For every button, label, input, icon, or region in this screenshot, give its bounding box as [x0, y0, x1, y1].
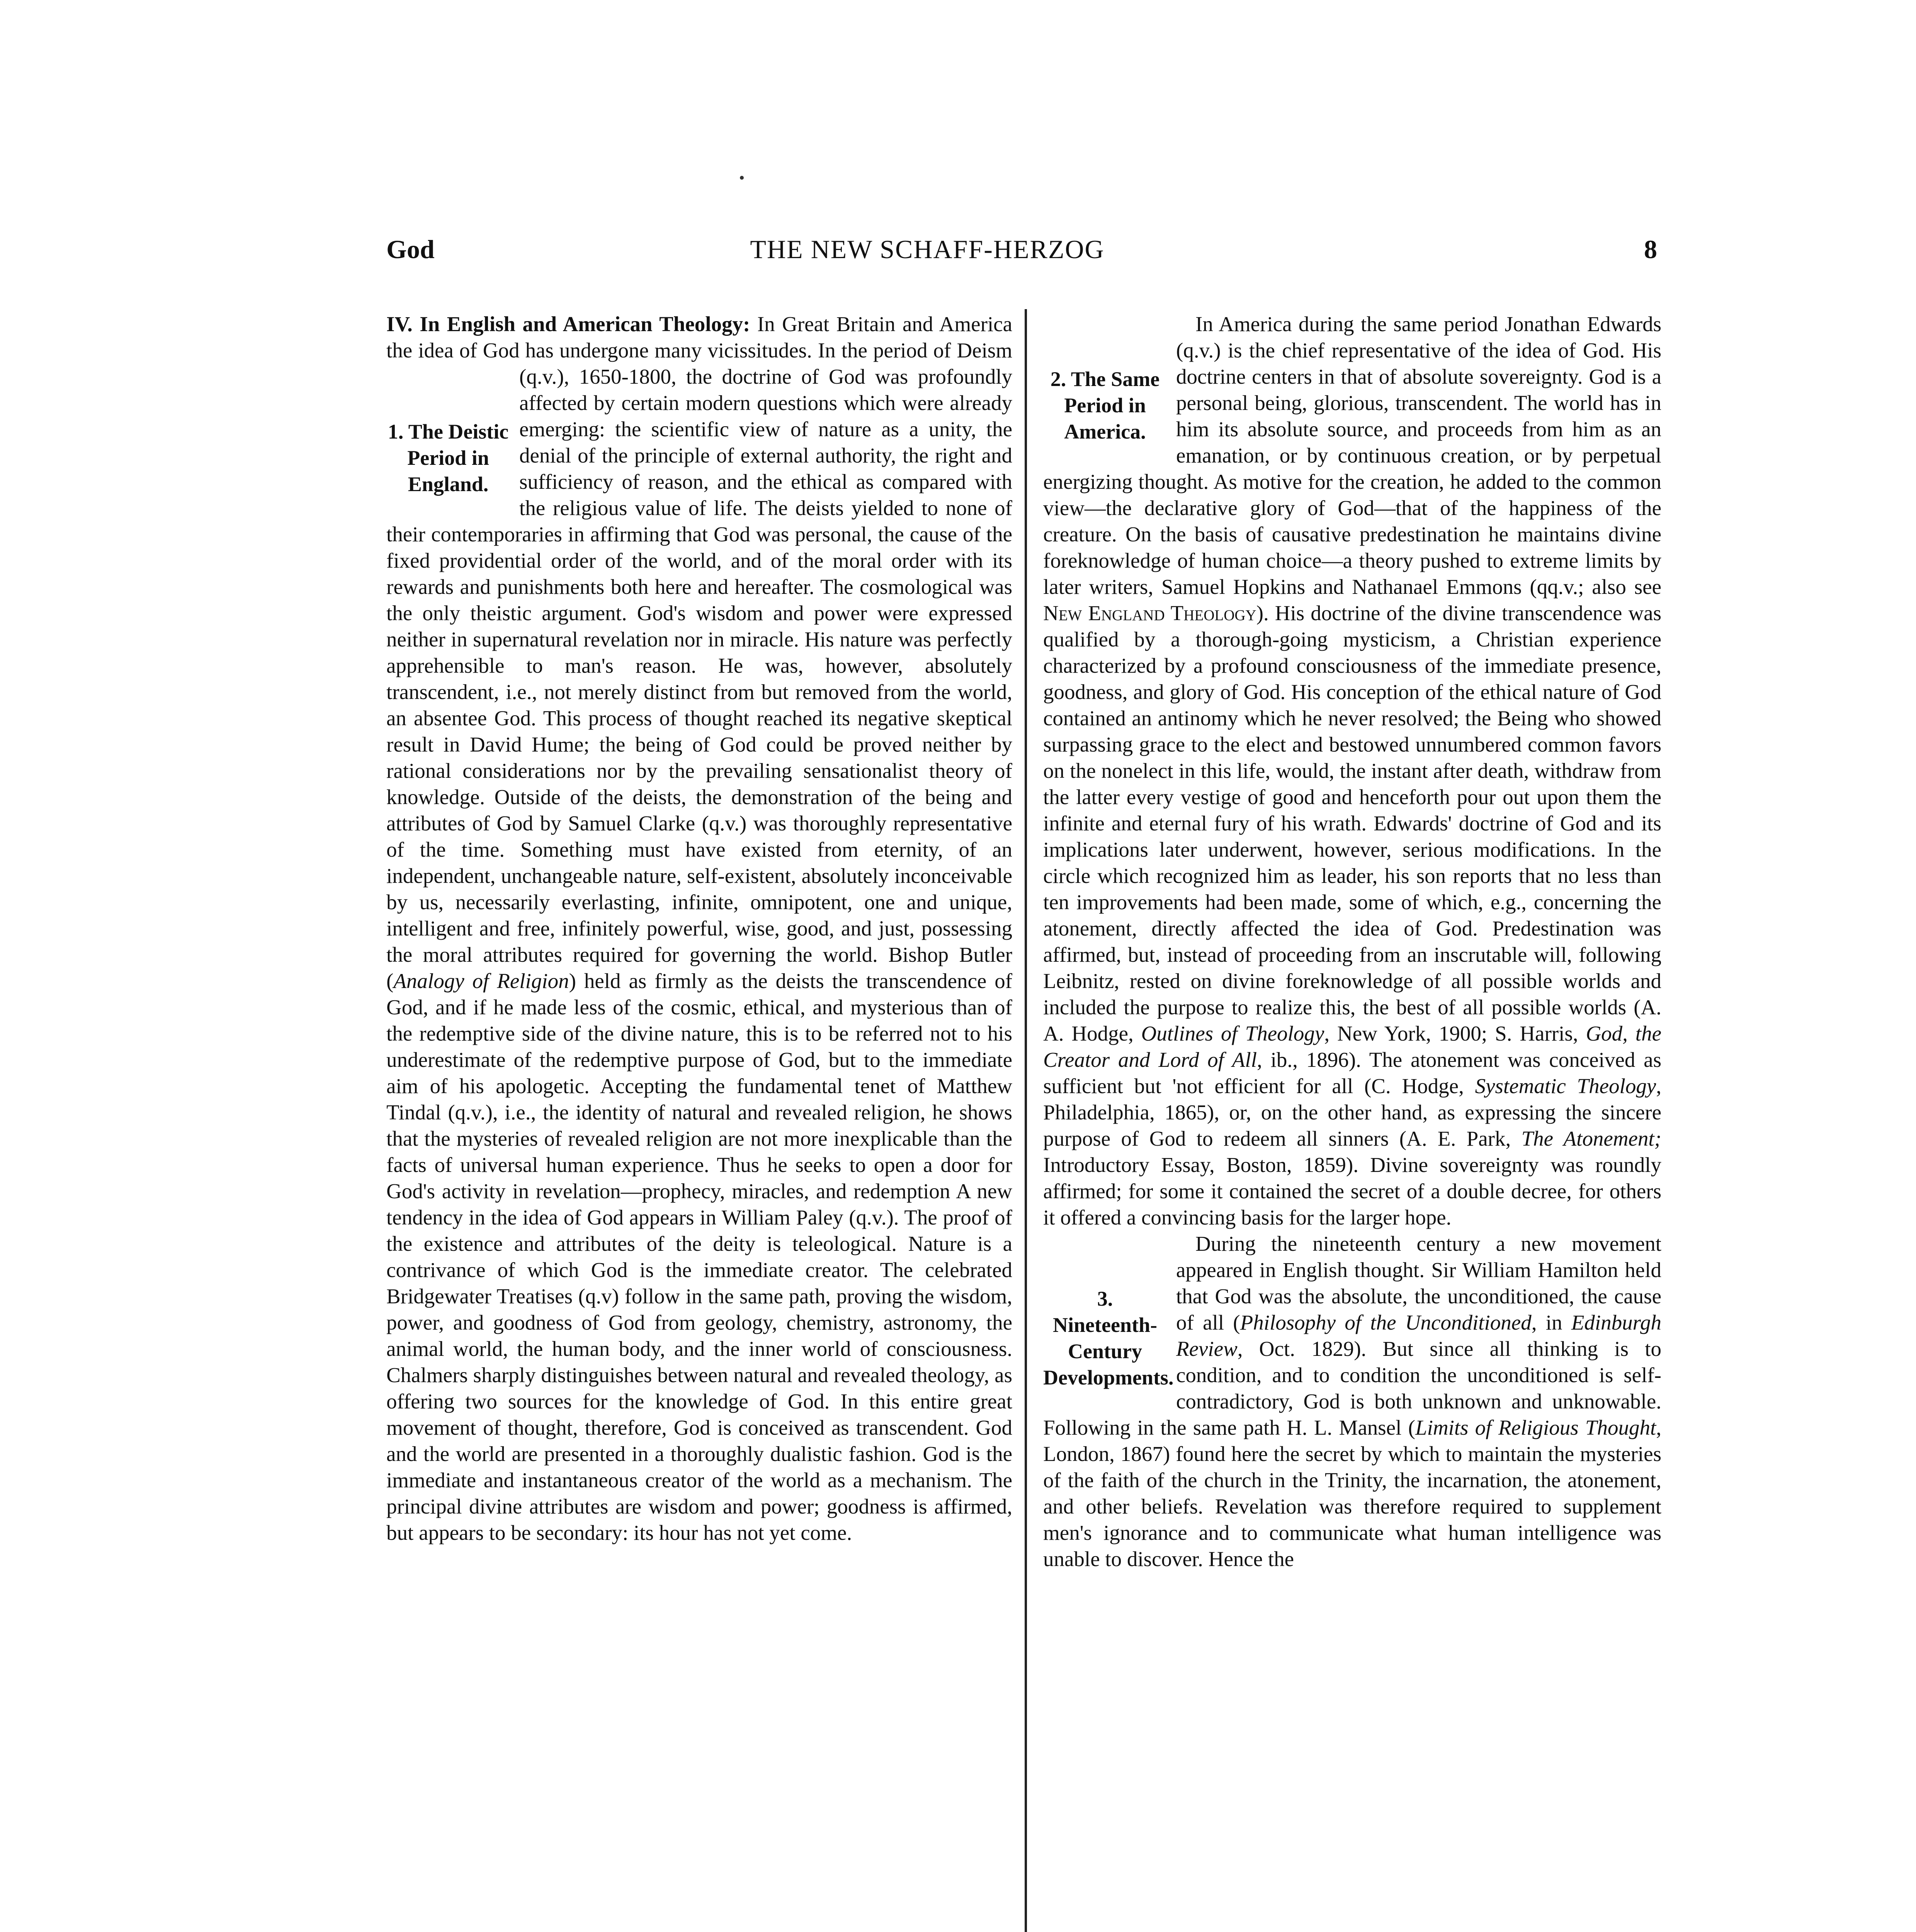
column-divider — [1025, 309, 1027, 1932]
book-title: Philosophy of the Unconditioned — [1240, 1311, 1532, 1334]
cross-reference: New England Theology — [1043, 601, 1256, 625]
journal-title: Edinburgh Review — [1176, 1311, 1661, 1361]
book-title: Analogy of Religion — [393, 969, 569, 993]
page-number: 8 — [1644, 235, 1657, 264]
book-title: Outlines of Theology — [1141, 1022, 1324, 1045]
book-title: Systematic Theology — [1475, 1074, 1656, 1098]
book-title: The Atonement; — [1521, 1127, 1661, 1150]
paragraph-text: In Great Britain and America the idea of God has undergone many vicissitudes. In the period of — [386, 312, 1012, 362]
margin-note-nineteenth-century: 3. Nineteenth-Century Developments. — [1043, 1287, 1174, 1389]
running-head-left: God — [386, 235, 435, 264]
paragraph-text: , London, 1867) found here the secret by which to maintain the mysteries of the faith of the church in the Trinity, the incarnation, the atonement, and other beliefs. Revelation was therefore required to supplement men's ignorance and to communicate what human intelligence was unable to discover. Hence the — [1043, 1416, 1661, 1571]
paragraph-text: , Oct. 1829). But since all thinking is to condition, and to condition the unconditioned is self-contradictory, God is both unknown and unknowable. Following in the same path H. L. Mansel ( — [1043, 1337, 1661, 1439]
paragraph-text: , Philadelphia, 1865), or, on the other hand, as expressing the sincere purpose of God to redeem all sinners (A. E. Park, — [1043, 1074, 1661, 1150]
paragraph-text: , ib., 1896). The atonement was conceived as sufficient but 'not efficient for all (C. Hodge, — [1043, 1048, 1661, 1098]
paragraph-text: During the nineteenth century a new movement appeared in English thought. Sir William Hamilton held that God was the absolute, the unconditioned, the cause of all ( — [1176, 1232, 1661, 1334]
paragraph — [1043, 1231, 1661, 1572]
paragraph-text: ) held as firmly as the deists the transcendence of God, and if he made less of the cosmic, ethical, and mysterious than of the redemptive side of the divine nature, this is to be referred not to his underestimate of the redemptive purpose of God, but to the immediate aim of his apologetic. Accepting the fundamental tenet of Matthew Tindal (q.v.), i.e., the identity of natural and revealed religion, he shows that the mysteries of revealed religion are not more inexplicable than the facts of universal human experience. Thus he seeks to open a door for God's activity in revelation—prophecy, miracles, and redemption A new tendency in the idea of God appears in William Paley (q.v.). The proof of the existence and attributes of the deity is teleological. Nature is a contrivance of which God is the immediate creator. The celebrated Bridgewater Treatises (q.v) follow in the same path, proving the wisdom, power, and goodness of God from geology, chemistry, astronomy, the animal world, the human body, and the inner world of consciousness. Chalmers sharply distinguishes between natural and revealed theology, as offering two sources for the knowledge of God. In this entire great movement of thought, therefore, God is conceived as transcendent. God and the world are presented in a thoroughly dualistic fashion. God is the immediate and instantaneous creator of the world as a mechanism. The principal divine attributes are wisdom and power; goodness is affirmed, but appears to be secondary: its hour has not yet come. — [386, 969, 1012, 1544]
scan-speck — [740, 176, 744, 180]
margin-note-american-period: 2. The Same Period in America. — [1050, 367, 1160, 443]
paragraph-text: In America during the same period Jonathan Edwards (q.v.) is the chief representative of the idea of God. His doctrine centers in that of absolute sovereignty. God is a personal being, glorious, transcendent. The world has in him its absolute source, and proceeds from him as an emanation, or by continuous creation, or by perpetual energizing thought. As motive for the creation, he added to the common view—the declarative glory of God—that of the happiness of the creature. On the basis of causative predestination he maintains divine foreknowledge of human choice—a theory pushed to extreme limits by later writers, Samuel Hopkins and Nathanael Emmons (qq.v.; also see — [1043, 312, 1661, 599]
paragraph-text: Deism (q.v.), 1650-1800, the doctrine of God was profoundly affected by certain modern questions which were already emerging: the scientific view of nature as a unity, the denial of the principle of external authority, the right and sufficiency of reason, and the ethical as compared with the religious value of life. The deists yielded to none of their contemporaries in affirming that God was personal, the cause of the fixed providential order of the world, and of the moral order with its rewards and punishments both here and hereafter. The cosmological was the only theistic argument. God's wisdom and power were expressed neither in supernatural revelation nor in miracle. His nature was perfectly apprehensible to man's reason. He was, however, absolutely transcendent, i.e., not merely distinct from but removed from the world, an absentee God. This process of thought reached its negative skeptical result in David Hume; the being of God could be proved neither by rational considerations nor by the prevailing sensationalist theory of knowledge. Outside of the deists, the demonstration of the being and attributes of God by Samuel Clarke (q.v.) was thoroughly representative of the time. Something must have existed from eternity, of an independent, unchangeable nature, self-existent, absolutely inconceivable by us, necessarily everlasting, infinite, omnipotent, one and unique, intelligent and free, infinitely powerful, wise, good, and just, possessing the moral attributes required for governing the world. Bishop Butler ( — [386, 338, 1012, 993]
paragraph-text: , New York, 1900; S. Harris, — [1324, 1022, 1586, 1045]
section-heading: IV. In English and American Theology: — [386, 312, 750, 336]
paragraph-text: Introductory Essay, Boston, 1859). Divine sovereignty was roundly affirmed; for some it contained the secret of a double decree, for others it offered a convincing basis for the larger hope. — [1043, 1153, 1661, 1229]
book-title: God, the Creator and Lord of All — [1043, 1022, 1661, 1071]
margin-note-deistic-period: 1. The Deistic Period in England. — [388, 420, 509, 496]
paragraph-text: , in — [1531, 1311, 1571, 1334]
left-column — [386, 311, 1012, 1932]
right-column — [1043, 311, 1661, 1932]
paragraph — [386, 311, 1012, 1546]
paragraph-text: ). His doctrine of the divine transcendence was qualified by a thorough-going mysticism, a Christian experience characterized by a profound consciousness of the immediate presence, goodness, and glory of God. His conception of the ethical nature of God contained an antinomy which he never resolved; the Being who showed surpassing grace to the elect and bestowed unnumbered common favors on the nonelect in this life, would, the instant after death, withdraw from the latter every vestige of good and henceforth pour out upon them the infinite and eternal fury of his wrath. Edwards' doctrine of God and its implications later underwent, however, serious modifications. In the circle which recognized him as leader, his son reports that no less than ten improvements had been made, some of which, e.g., concerning the atonement, directly affected the idea of God. Predestination was affirmed, but, instead of proceeding from an inscrutable will, following Leibnitz, rested on divine foreknowledge of all possible worlds and included the purpose to realize this, the best of all possible worlds (A. A. Hodge, — [1043, 601, 1661, 1045]
paragraph — [1043, 311, 1661, 1231]
running-head-title: THE NEW SCHAFF-HERZOG — [750, 235, 1105, 264]
book-title: Limits of Religious Thought — [1415, 1416, 1656, 1439]
